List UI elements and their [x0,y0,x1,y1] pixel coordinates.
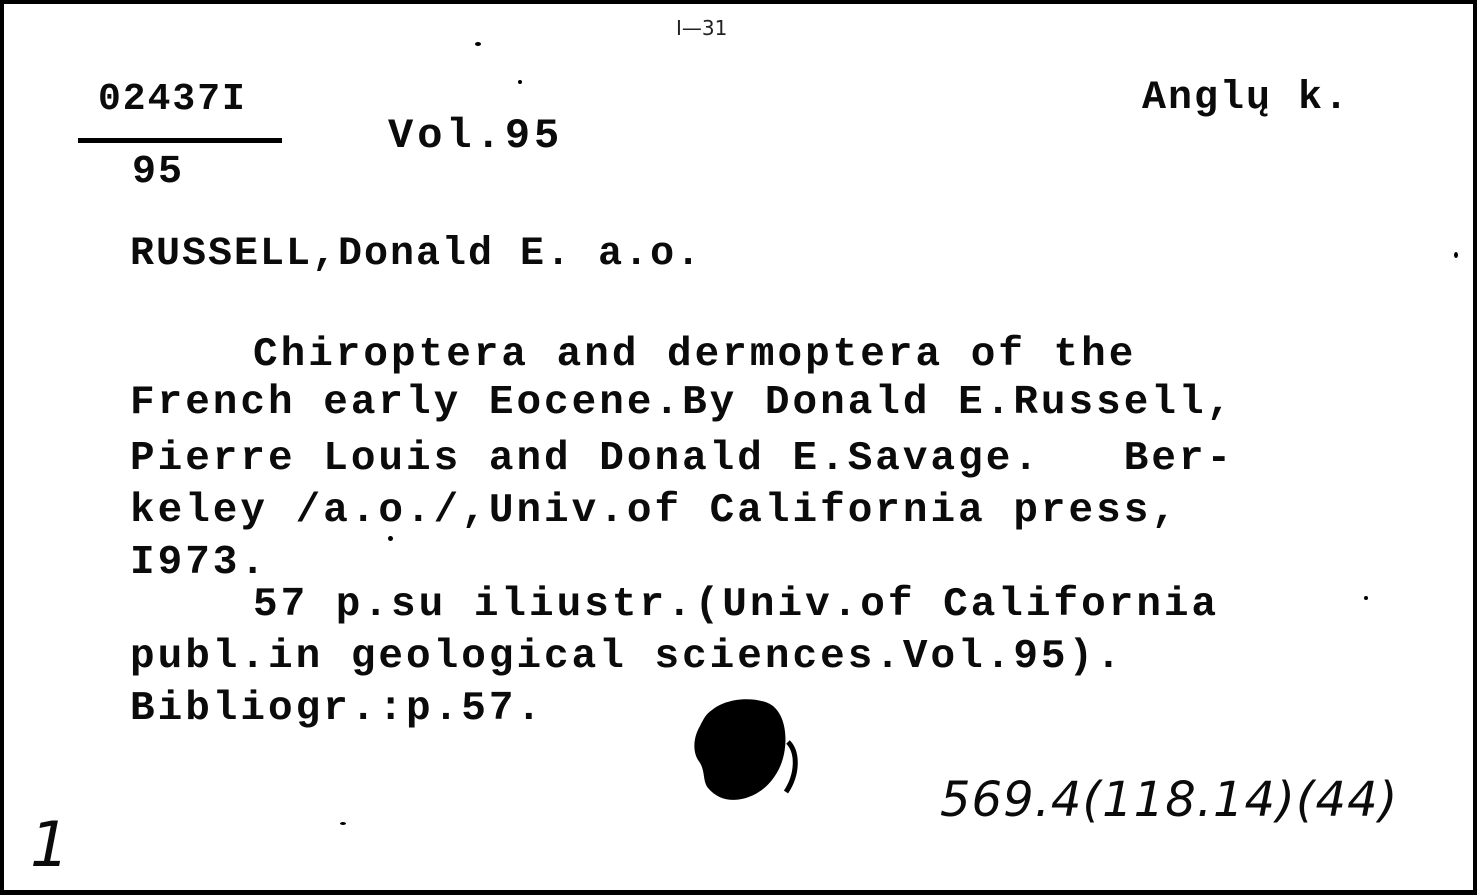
body-line: 57 p.su iliustr.(Univ.of California [253,582,1220,628]
body-line: keley /a.o./,Univ.of California press, [130,488,1179,534]
speck [475,42,481,46]
card-border-bottom [0,890,1477,895]
speck [518,80,522,84]
catalog-number: 02437I [98,78,247,121]
author-heading: RUSSELL,Donald E. a.o. [130,232,703,277]
speck [388,536,393,541]
card-border-right [1473,0,1477,895]
catalog-sub-number: 95 [132,150,185,195]
body-line: I973. [130,540,269,586]
body-line: Pierre Louis and Donald E.Savage. Ber- [130,436,1235,482]
ink-blot [692,696,802,808]
speck [1364,596,1368,600]
volume-label: Vol.95 [388,112,564,160]
speck [1454,252,1458,258]
card-border-top [0,0,1477,4]
catalog-number-rule [78,138,282,143]
stamp-mark: I—31 [676,16,728,40]
body-line: Chiroptera and dermoptera of the [253,332,1137,378]
speck [340,822,346,825]
classification-number: 569.4(118.14)(44) [940,772,1399,828]
body-line: publ.in geological sciences.Vol.95). [130,634,1124,680]
body-line: Bibliogr.:p.57. [130,686,545,732]
language-note: Anglų k. [1142,76,1351,121]
card-border-left [0,0,4,895]
body-line: French early Eocene.By Donald E.Russell, [130,380,1235,426]
corner-mark: 1 [30,808,70,881]
